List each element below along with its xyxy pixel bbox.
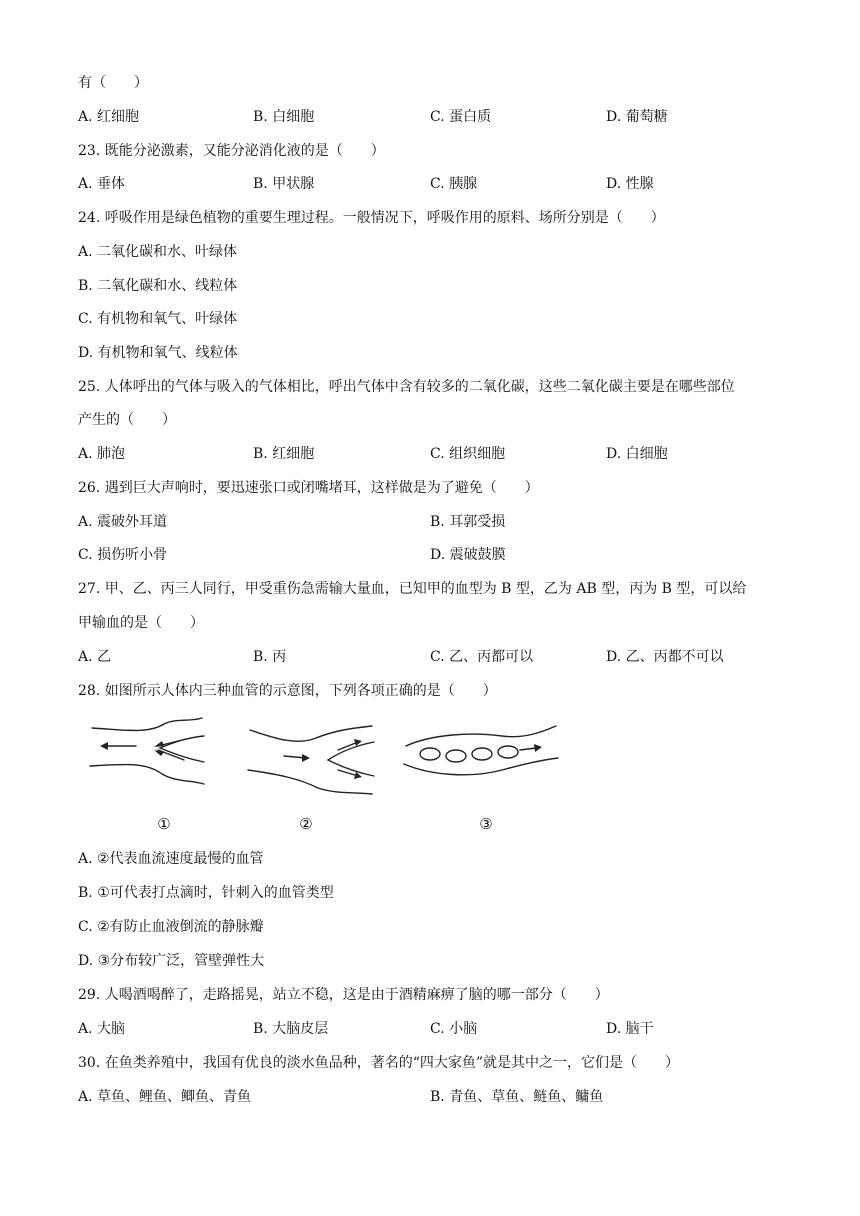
question-25-line-2: 产生的（ ） [78,412,176,428]
option-q26-c[interactable]: C. 损伤听小骨 [78,547,168,563]
option-q29-a[interactable]: A. 大脑 [78,1021,126,1037]
vessel-diagram-3 [402,716,562,788]
options-q27 [78,646,798,668]
option-q23-c[interactable]: C. 胰腺 [430,176,478,192]
question-28: 28. 如图所示人体内三种血管的示意图，下列各项正确的是（ ） [78,683,497,699]
option-q29-b[interactable]: B. 大脑皮层 [253,1021,329,1037]
capillary-drawing [402,716,562,788]
option-q23-d[interactable]: D. 性腺 [606,176,654,192]
option-q25-b[interactable]: B. 红细胞 [253,446,315,462]
options-q29 [78,1018,798,1040]
option-q25-d[interactable]: D. 白细胞 [606,446,668,462]
figure-label-3: ③ [479,815,493,833]
options-q23 [78,173,798,195]
option-q28-c[interactable]: C. ②有防止血液倒流的静脉瓣 [78,919,264,935]
option-q26-b[interactable]: B. 耳郭受损 [430,514,506,530]
option-q30-a[interactable]: A. 草鱼、鲤鱼、鲫鱼、青鱼 [78,1089,252,1105]
question-27-line-2: 甲输血的是（ ） [78,615,204,631]
options-q25 [78,443,798,465]
question-29: 29. 人喝酒喝醉了，走路摇晃，站立不稳，这是由于酒精麻痹了脑的哪一部分（ ） [78,987,609,1003]
option-q23-b[interactable]: B. 甲状腺 [253,176,315,192]
question-25-line-1: 25. 人体呼出的气体与吸入的气体相比，呼出气体中含有较多的二氧化碳，这些二氧化碳主要是在哪些部位 [78,379,735,395]
option-q28-b[interactable]: B. ①可代表打点滴时，针刺入的血管类型 [78,885,334,901]
option-q27-c[interactable]: C. 乙、丙都可以 [430,649,534,665]
options-q26-row-1 [78,511,798,533]
figure-label-2: ② [299,815,313,833]
option-q22-b[interactable]: B. 白细胞 [253,109,315,125]
option-q28-d[interactable]: D. ③分布较广泛，管壁弹性大 [78,953,265,969]
vessel-diagram-2 [246,716,376,796]
question-27-line-1: 27. 甲、乙、丙三人同行，甲受重伤急需输大量血，已知甲的血型为 B 型，乙为 AB 型，丙为 B 型，可以给 [78,581,747,597]
option-q26-a[interactable]: A. 震破外耳道 [78,514,168,530]
option-q27-b[interactable]: B. 丙 [253,649,287,665]
option-q27-d[interactable]: D. 乙、丙都不可以 [606,649,724,665]
question-26: 26. 遇到巨大声响时，要迅速张口或闭嘴堵耳，这样做是为了避免（ ） [78,480,539,496]
option-q26-d[interactable]: D. 震破鼓膜 [430,547,506,563]
question-22-tail: 有（ ） [78,75,148,91]
option-q22-c[interactable]: C. 蛋白质 [430,109,492,125]
blood-vessel-figure [78,716,578,836]
option-q24-a[interactable]: A. 二氧化碳和水、叶绿体 [78,244,238,260]
question-24: 24. 呼吸作用是绿色植物的重要生理过程。一般情况下，呼吸作用的原料、场所分别是（ ） [78,210,665,226]
option-q25-c[interactable]: C. 组织细胞 [430,446,506,462]
option-q22-a[interactable]: A. 红细胞 [78,109,140,125]
options-q30 [78,1086,798,1108]
options-q26-row-2 [78,544,798,566]
options-q22 [78,106,798,128]
option-q22-d[interactable]: D. 葡萄糖 [606,109,668,125]
option-q25-a[interactable]: A. 肺泡 [78,446,126,462]
question-30: 30. 在鱼类养殖中，我国有优良的淡水鱼品种，著名的“四大家鱼”就是其中之一，它们是（ ） [78,1055,680,1071]
question-23: 23. 既能分泌激素，又能分泌消化液的是（ ） [78,143,385,159]
option-q29-d[interactable]: D. 脑干 [606,1021,654,1037]
figure-label-1: ① [157,815,171,833]
vessel-diagram-1 [86,716,206,788]
option-q24-d[interactable]: D. 有机物和氧气、线粒体 [78,345,238,361]
option-q30-b[interactable]: B. 青鱼、草鱼、鲢鱼、鳙鱼 [430,1089,604,1105]
option-q24-b[interactable]: B. 二氧化碳和水、线粒体 [78,278,238,294]
option-q29-c[interactable]: C. 小脑 [430,1021,478,1037]
option-q27-a[interactable]: A. 乙 [78,649,112,665]
artery-drawing [246,716,376,796]
vein-drawing [86,716,206,788]
option-q24-c[interactable]: C. 有机物和氧气、叶绿体 [78,311,238,327]
option-q28-a[interactable]: A. ②代表血流速度最慢的血管 [78,851,264,867]
option-q23-a[interactable]: A. 垂体 [78,176,126,192]
